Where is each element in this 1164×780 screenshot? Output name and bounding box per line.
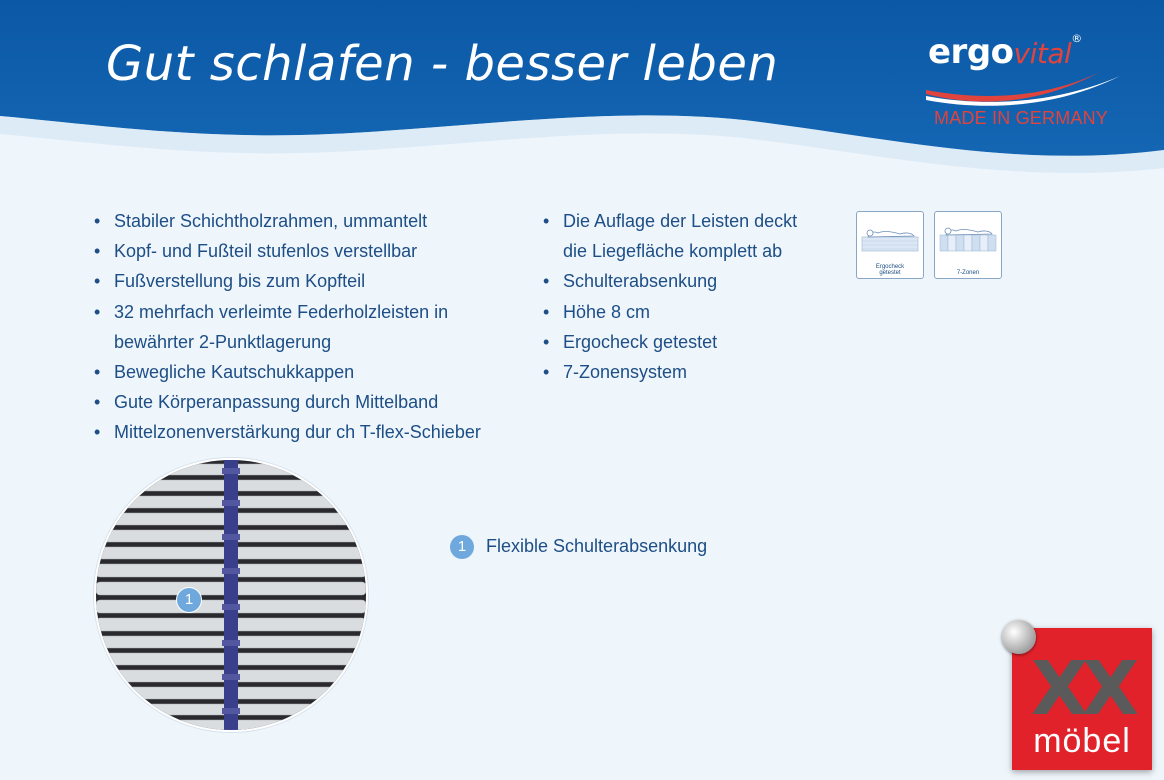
- list-item: • Die Auflage der Leisten deckt die Liegefläche komplett ab: [543, 206, 797, 266]
- list-item: • Fußverstellung bis zum Kopfteil: [94, 266, 481, 296]
- made-in-germany-label: MADE IN GERMANY: [934, 108, 1109, 128]
- list-item: • Mittelzonenverstärkung dur ch T-flex-Schieber: [94, 417, 481, 447]
- seven-zones-badge: [934, 211, 1002, 279]
- seven-zones-icon: [938, 215, 998, 259]
- seven-zones-badge-label: 7-Zonen: [956, 270, 980, 276]
- feature-list-right: [543, 206, 797, 387]
- xx-logo-subtitle: möbel: [1033, 722, 1131, 760]
- list-item: • 7-Zonensystem: [543, 357, 797, 387]
- feature-list-left: [94, 206, 481, 448]
- list-item: • Schulterabsenkung: [543, 266, 797, 296]
- list-item: • Bewegliche Kautschukkappen: [94, 357, 481, 387]
- list-item: • Gute Körperanpassung durch Mittelband: [94, 387, 481, 417]
- legend-label: Flexible Schulterabsenkung: [486, 536, 708, 556]
- detail-marker-1: 1: [176, 587, 202, 613]
- ergovital-logo: [920, 28, 1130, 138]
- list-item: • Stabiler Schichtholzrahmen, ummantelt: [94, 206, 481, 236]
- list-item: • Kopf- und Fußteil stufenlos verstellbar: [94, 236, 481, 266]
- ergocheck-icon: [860, 215, 920, 255]
- slat-detail-photo: [94, 458, 368, 732]
- list-item: • Ergocheck getestet: [543, 327, 797, 357]
- list-item: • 32 mehrfach verleimte Federholzleisten in bewährter 2-Punktlagerung: [94, 297, 481, 357]
- ergocheck-badge: [856, 211, 924, 279]
- legend-marker-1: 1: [450, 535, 474, 559]
- xx-logo-letters: XX: [1030, 646, 1134, 732]
- xx-moebel-logo: [1012, 628, 1152, 770]
- list-item: • Höhe 8 cm: [543, 297, 797, 327]
- ergocheck-badge-label: Ergocheck getestet: [875, 264, 905, 276]
- logo-wordmark: ergovital®: [928, 32, 1082, 72]
- slats-illustration: [96, 460, 366, 730]
- page-title: Gut schlafen - besser leben: [106, 36, 779, 92]
